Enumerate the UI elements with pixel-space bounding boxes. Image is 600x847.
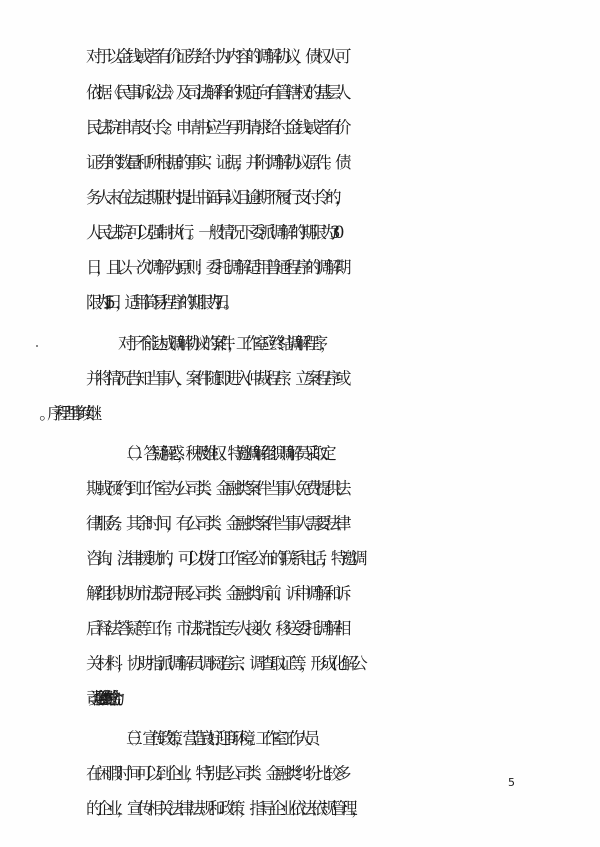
text-line: 民法院申请支付令。申请书应当写明请求给付金钱或者有价 — [86, 118, 346, 137]
text-line: 律服务。其余时间，有公司类、金融类案件当事人需要法律 — [86, 514, 346, 533]
scan-speck — [36, 345, 38, 347]
text-line: 关材料，协助指派调解员调阅卷宗、调查取证等，形成化解公 — [86, 654, 362, 673]
text-line: 人民法院可以强制执行。一般情况下委派调解的期限为 30 — [86, 223, 339, 242]
text-line: 期或预约到工作室为公司类、金融类案件当事人免费提供法 — [86, 479, 346, 498]
text-line: 的企业，宣传相关法律法规和政策，指导企业依法依规管理， — [86, 799, 362, 818]
text-line: 依据《民事诉讼法》及司法解释的规定向有管辖权的基层人 — [86, 83, 346, 102]
text-line: 日，且以一次调解为原则；委托调解适用普通程序的调解期 — [86, 258, 346, 277]
text-line — [86, 399, 600, 429]
text-line: 司类、金融类纠纷的合力。 — [86, 689, 115, 708]
text-line: 限为 15 日，适用简易程序的期限为 7 日。 — [86, 293, 233, 312]
paragraph-start-line: 对于不能达成调解协议的案件，工作室应终结调解程序， — [118, 334, 329, 353]
text-line: 并将情况告知当事人，案件随即进入仲裁程序、立案程序或 — [86, 369, 346, 388]
section-heading-line: （三）宣传政策，营造良好迎商环境。工作室工作人员 — [118, 729, 313, 748]
text-line: 在闲暇时间可以到企业，特别是公司类、金融类纠纷比较多 — [86, 764, 346, 783]
text-line: 后释法答疑等工作；市法院指定专人接收、移送委托调解相 — [86, 619, 346, 638]
text-line: 解组织协助市法院开展公司类、金融类诉前、诉中调解和诉 — [86, 584, 346, 603]
text-line: 咨询、法律援助的，可以拨打工作室公布的联系电话，特邀调 — [86, 549, 362, 568]
page-number: 5 — [508, 776, 515, 789]
text-line: 证券的数量和所根据的事实、证据，并附调解协议原件。债 — [86, 153, 346, 172]
text-line: 对于以金钱或者有价证券给付为内容的调解协议，债权人可 — [86, 47, 346, 66]
text-line: 务人未在法定期限内提出书面异议且逾期不履行支付令的， — [86, 188, 346, 207]
section-heading-line: （二）答疑解惑，积极维权。特邀调解组织调解员采取定 — [118, 444, 329, 463]
